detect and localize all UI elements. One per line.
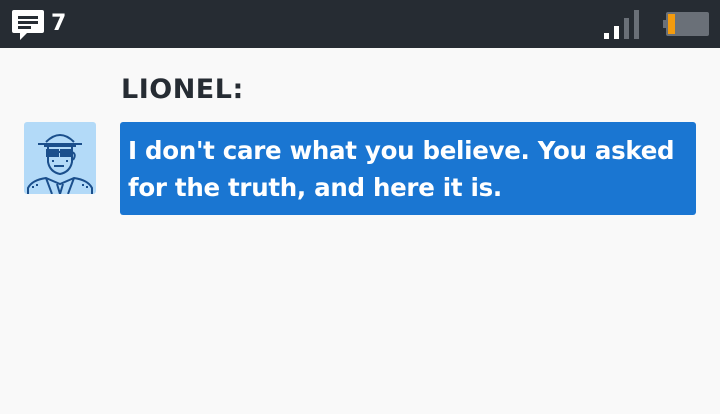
dialogue-box[interactable] [120,122,696,215]
status-bar [0,0,720,48]
man-portrait-icon [24,122,96,194]
speaker-name: LIONEL: [121,74,244,105]
message-icon[interactable] [11,8,45,42]
battery-low-icon [663,12,709,36]
dialogue-text: I don't care what you believe. You asked for the truth, and here it is. [128,136,675,202]
signal-strength-icon [603,10,641,40]
message-count: 7 [51,11,67,36]
speaker-avatar [24,122,96,194]
